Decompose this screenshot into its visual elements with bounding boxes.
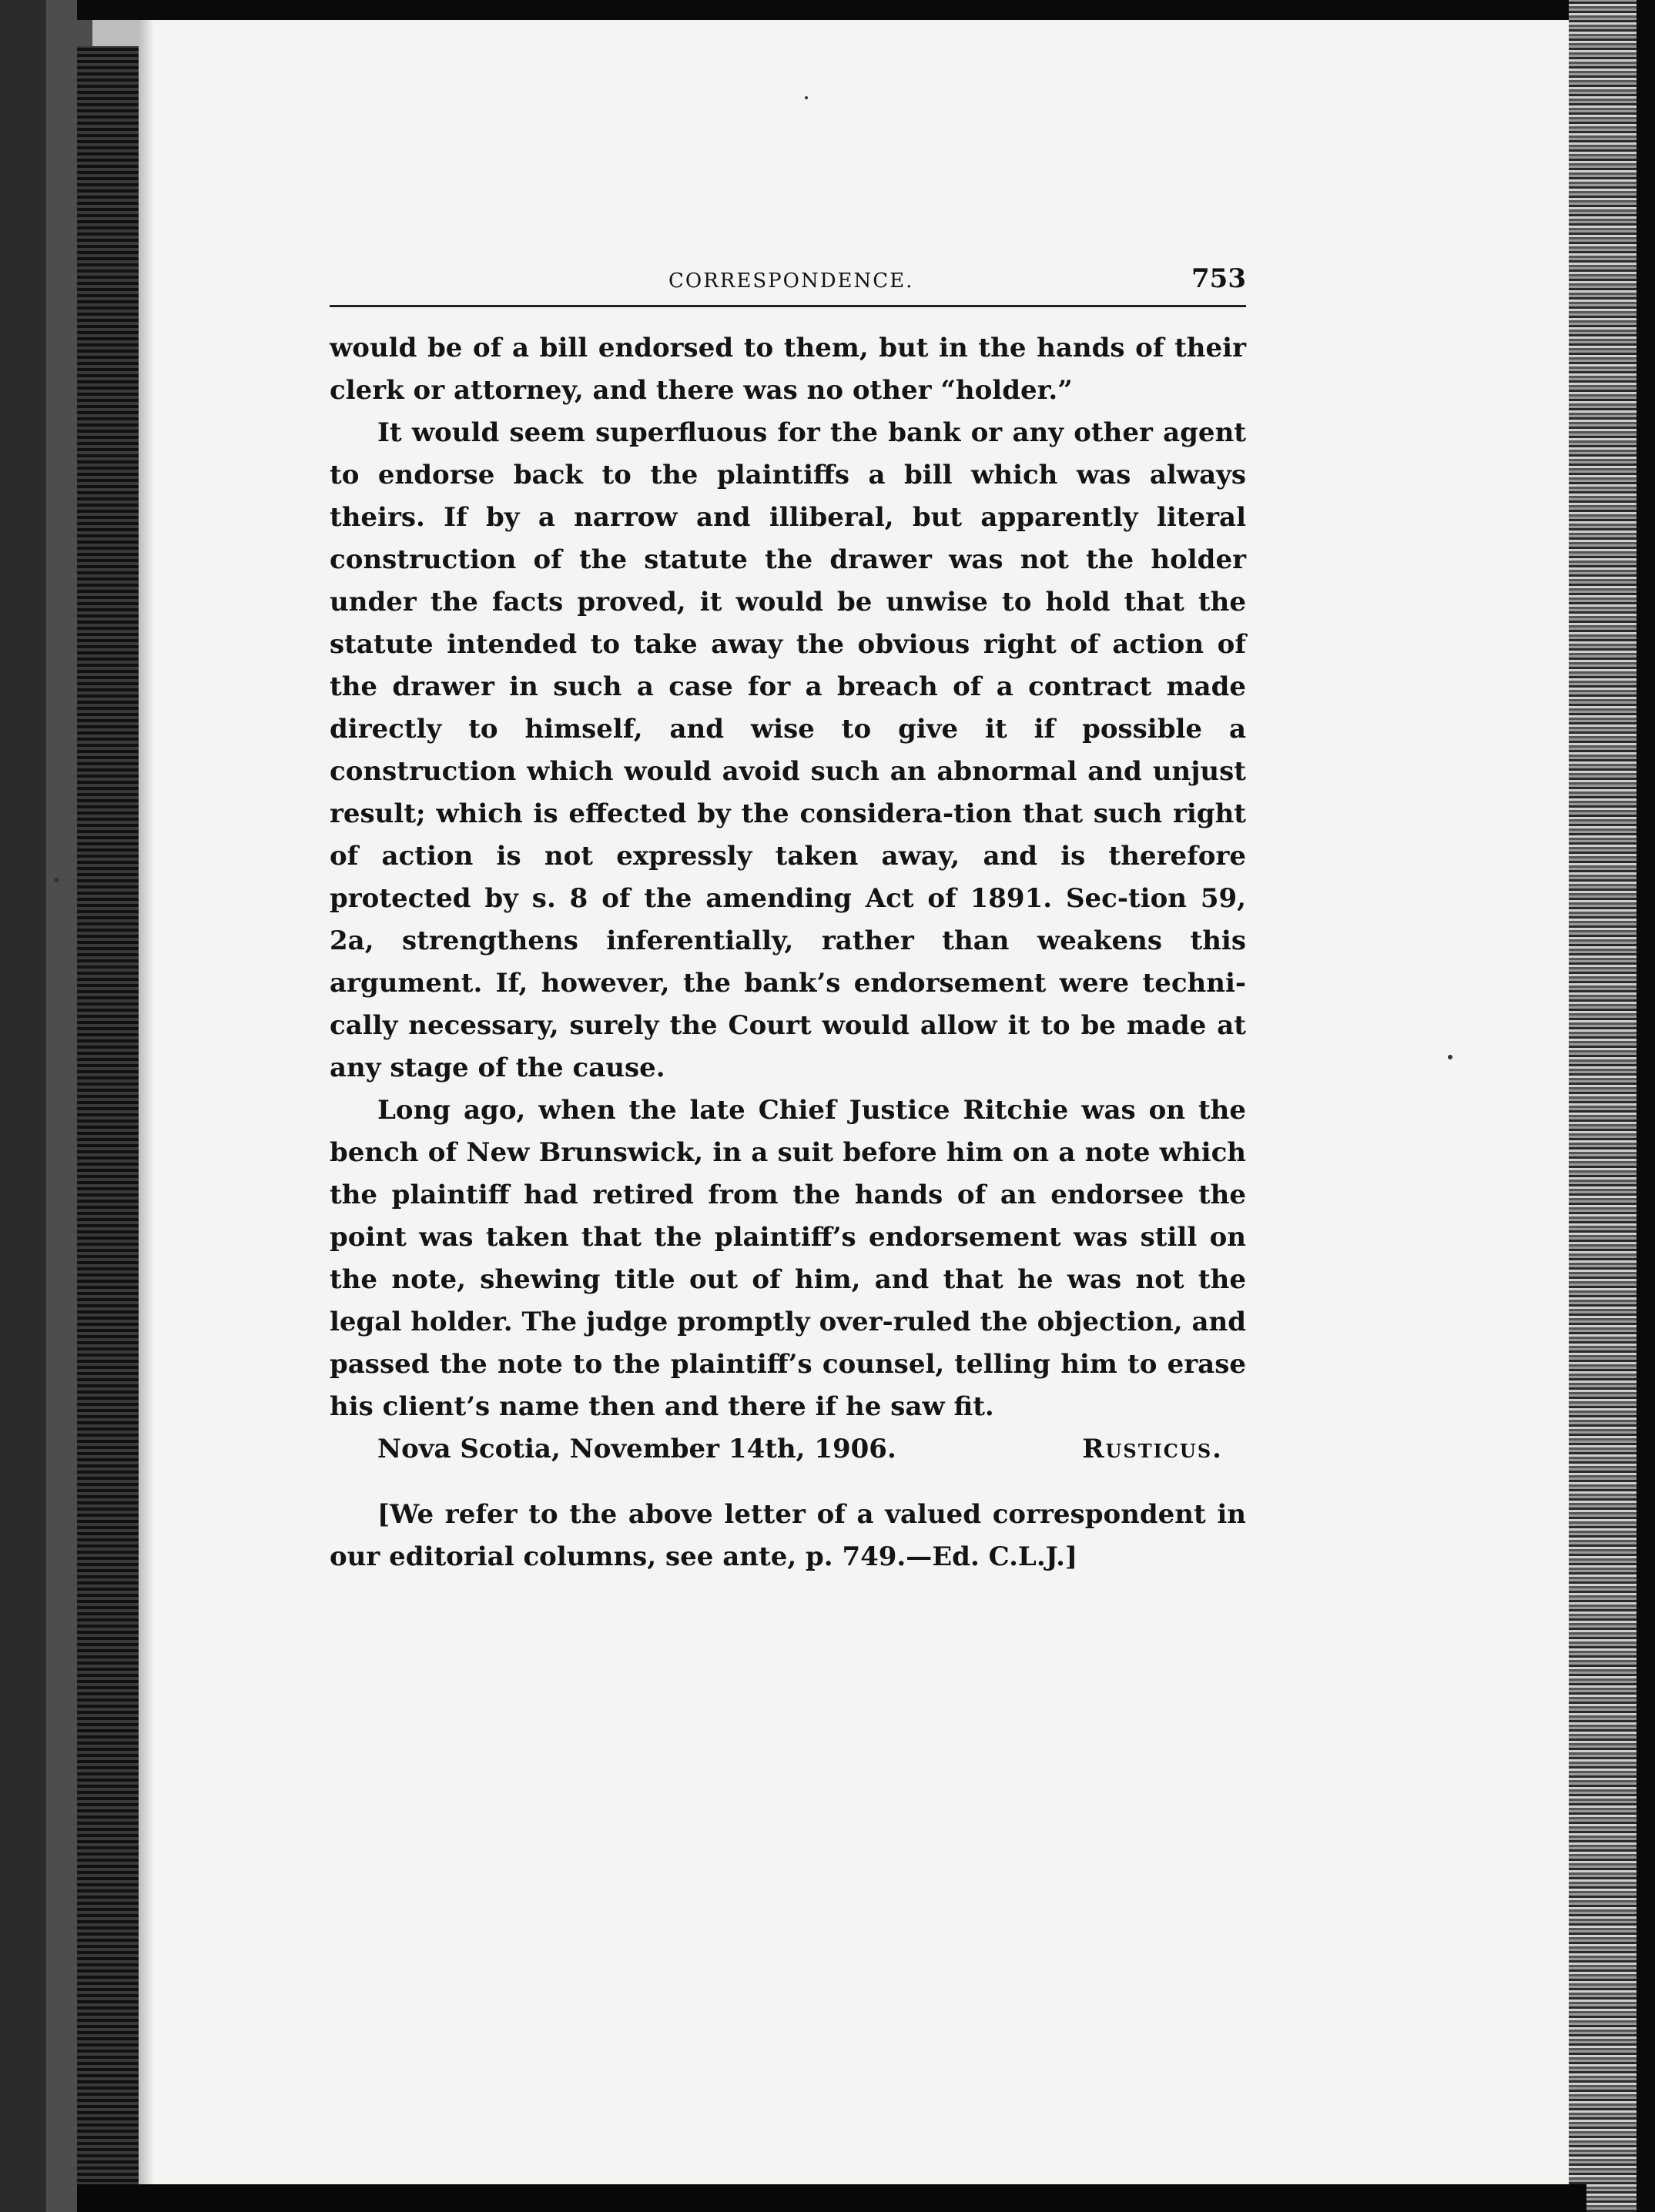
scan-top-edge <box>77 0 1648 20</box>
page-header <box>330 263 1246 307</box>
scan-speck <box>54 878 59 882</box>
paragraph: would be of a bill endorsed to them, but in the hands of their clerk or attorney, and there was no other “holder.” <box>330 333 1246 406</box>
paragraph: Long ago, when the late Chief Justice Ritchie was on the bench of New Brunswick, in a suit before him on a note which the plaintiff had retired from the hands of an endorsee the point was taken that the plaintiff’s endorsement was still on the note, shewing title out of him, and that he was not the legal holder. The judge promptly over-ruled the objection, and passed the note to the plaintiff’s counsel, telling him to erase his client’s name then and there if he saw fit. <box>330 1095 1246 1422</box>
editor-note: [We refer to the above letter of a valued correspondent in our editorial columns, see ante, p. 749.—Ed. C.L.J.] <box>330 1499 1246 1572</box>
scan-binding-shadow <box>77 46 139 2194</box>
scan-bottom-edge <box>77 2184 1586 2212</box>
scan-right-border <box>1637 0 1655 2212</box>
paragraph: It would seem superfluous for the bank or any other agent to endorse back to the plaintiffs a bill which was always theirs. If by a narrow and illiberal, but apparently literal construction of the statute the drawer was not the holder under the facts proved, it would be unwise to hold that the statute intended to take away the obvious right of action of the drawer in such a case for a breach of a contract made directly to himself, and wise to give it if possible a construction which would avoid such an abnormal and unjust result; which is effected by the considera-tion that such right of action is not expressly taken away, and is therefore protected by s. 8 of the amending Act of 1891. Sec-tion 59, 2a, strengthens inferentially, rather than weakens this argument. If, however, the bank’s endorsement were techni-cally necessary, surely the Court would allow it to be made at any stage of the cause. <box>330 417 1246 1083</box>
letter-body <box>330 327 1246 1578</box>
scan-speck <box>1448 1055 1452 1059</box>
page-number: 753 <box>1191 263 1246 294</box>
running-head: CORRESPONDENCE. <box>668 269 914 293</box>
signoff <box>330 1428 1246 1471</box>
signer-name: Rusticus. <box>1082 1434 1223 1464</box>
place-date: Nova Scotia, November 14th, 1906. <box>377 1434 896 1464</box>
scan-speck <box>805 96 808 99</box>
document-page <box>330 263 1246 1605</box>
